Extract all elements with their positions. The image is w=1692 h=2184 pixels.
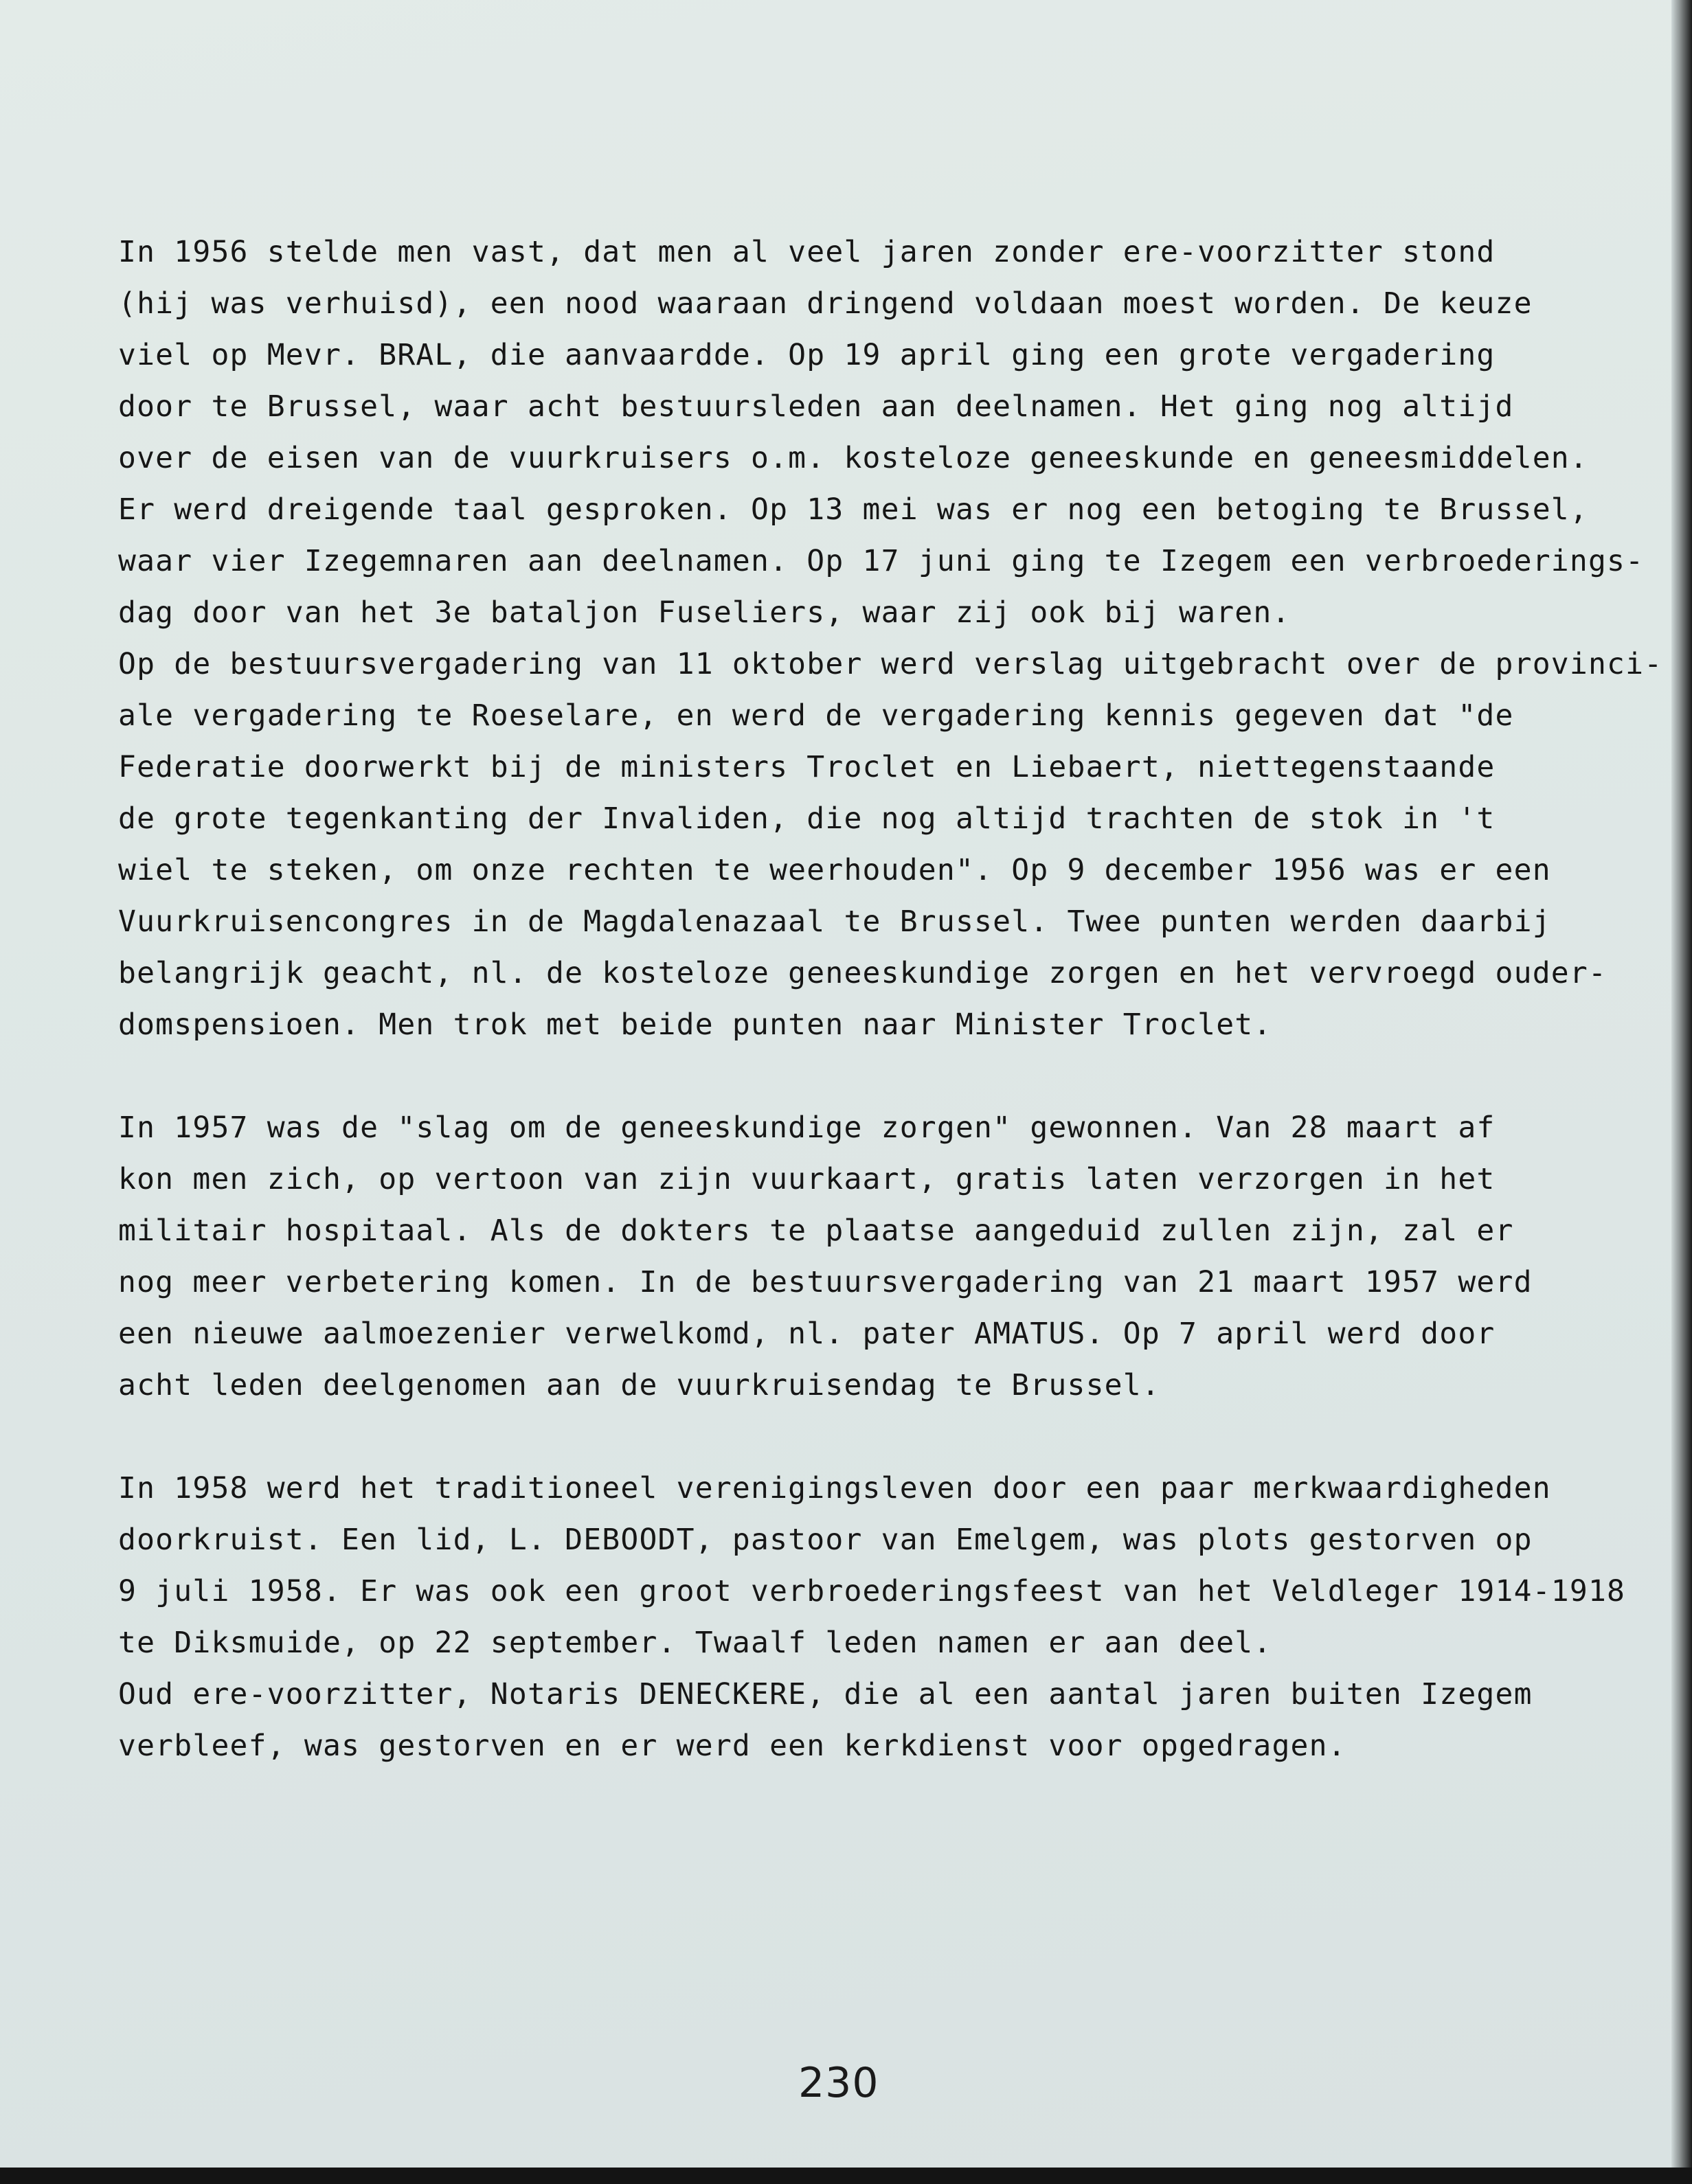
- text-line: kon men zich, op vertoon van zijn vuurkaart, gratis laten verzorgen in het: [118, 1162, 1496, 1196]
- page-number: 230: [798, 2059, 879, 2107]
- text-line: nog meer verbetering komen. In de bestuursvergadering van 21 maart 1957 werd: [118, 1265, 1533, 1299]
- paragraph-1956: [118, 227, 1663, 1051]
- text-line: Oud ere-voorzitter, Notaris DENECKERE, die al een aantal jaren buiten Izegem: [118, 1677, 1533, 1711]
- text-line: wiel te steken, om onze rechten te weerhouden". Op 9 december 1956 was er een: [118, 853, 1551, 887]
- text-line: acht leden deelgenomen aan de vuurkruisendag te Brussel.: [118, 1368, 1160, 1402]
- text-line: de grote tegenkanting der Invaliden, die nog altijd trachten de stok in 't: [118, 801, 1496, 836]
- text-line: verbleef, was gestorven en er werd een kerkdienst voor opgedragen.: [118, 1729, 1346, 1763]
- text-line: (hij was verhuisd), een nood waaraan dringend voldaan moest worden. De keuze: [118, 286, 1533, 321]
- text-line: domspensioen. Men trok met beide punten naar Minister Troclet.: [118, 1008, 1272, 1042]
- text-line: ale vergadering te Roeselare, en werd de vergadering kennis gegeven dat "de: [118, 698, 1514, 733]
- text-line: In 1956 stelde men vast, dat men al veel jaren zonder ere-voorzitter stond: [118, 235, 1496, 269]
- scan-edge: [1671, 0, 1692, 2184]
- text-line: te Diksmuide, op 22 september. Twaalf leden namen er aan deel.: [118, 1626, 1272, 1660]
- text-line: dag door van het 3e bataljon Fuseliers, waar zij ook bij waren.: [118, 595, 1291, 630]
- text-line: door te Brussel, waar acht bestuursleden aan deelnamen. Het ging nog altijd: [118, 389, 1514, 424]
- text-line: belangrijk geacht, nl. de kosteloze geneeskundige zorgen en het vervroegd ouder-: [118, 956, 1608, 990]
- text-line: Op de bestuursvergadering van 11 oktober werd verslag uitgebracht over de provinci-: [118, 647, 1663, 681]
- scan-bottom-edge: [0, 2168, 1692, 2184]
- paragraph-1957: [118, 1102, 1588, 1411]
- text-line: Er werd dreigende taal gesproken. Op 13 mei was er nog een betoging te Brussel,: [118, 492, 1588, 527]
- text-line: Federatie doorwerkt bij de ministers Troclet en Liebaert, niettegenstaande: [118, 750, 1496, 784]
- text-line: over de eisen van de vuurkruisers o.m. kosteloze geneeskunde en geneesmiddelen.: [118, 441, 1588, 475]
- text-line: In 1958 werd het traditioneel verenigingsleven door een paar merkwaardigheden: [118, 1471, 1551, 1505]
- paragraph-1958: [118, 1463, 1626, 1772]
- text-line: 9 juli 1958. Er was ook een groot verbroederingsfeest van het Veldleger 1914-1918: [118, 1574, 1626, 1608]
- text-line: viel op Mevr. BRAL, die aanvaardde. Op 19 april ging een grote vergadering: [118, 338, 1496, 372]
- text-line: doorkruist. Een lid, L. DEBOODT, pastoor van Emelgem, was plots gestorven op: [118, 1523, 1533, 1557]
- text-line: In 1957 was de "slag om de geneeskundige zorgen" gewonnen. Van 28 maart af: [118, 1111, 1496, 1145]
- text-line: militair hospitaal. Als de dokters te plaatse aangeduid zullen zijn, zal er: [118, 1214, 1514, 1248]
- text-line: een nieuwe aalmoezenier verwelkomd, nl. pater AMATUS. Op 7 april werd door: [118, 1317, 1496, 1351]
- body-text: [118, 227, 1663, 1823]
- text-line: Vuurkruisencongres in de Magdalenazaal te Brussel. Twee punten werden daarbij: [118, 905, 1551, 939]
- text-line: waar vier Izegemnaren aan deelnamen. Op 17 juni ging te Izegem een verbroederings-: [118, 544, 1645, 578]
